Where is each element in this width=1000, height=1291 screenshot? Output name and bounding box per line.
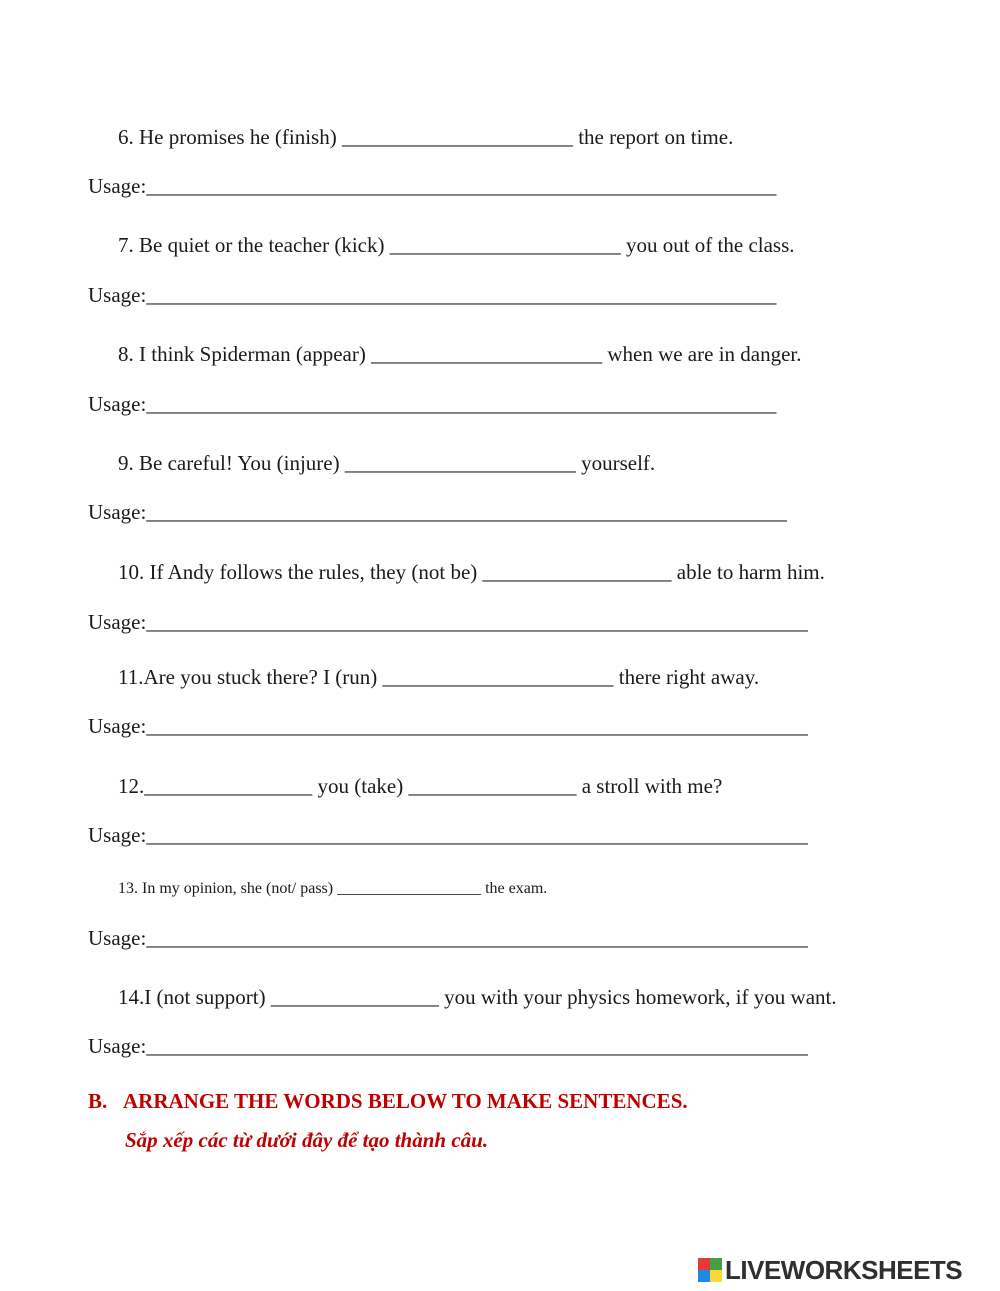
question-12: 12.________________ you (take) ________________ a stroll with me? xyxy=(118,774,723,798)
usage-14[interactable]: Usage:_______________________________________________________________ xyxy=(88,1034,808,1058)
logo-block-blue xyxy=(698,1270,710,1282)
section-b-letter: B. xyxy=(88,1089,108,1113)
logo-block-red xyxy=(698,1258,710,1270)
usage-10[interactable]: Usage:_______________________________________________________________ xyxy=(88,610,808,634)
logo-block-yellow xyxy=(710,1270,722,1282)
logo-text: LIVEWORKSHEETS xyxy=(725,1254,963,1285)
question-7: 7. Be quiet or the teacher (kick) ______________________ you out of the class. xyxy=(118,233,795,257)
section-b-subtitle: Sắp xếp các từ dưới đây để tạo thành câu. xyxy=(125,1128,489,1152)
question-14: 14.I (not support) ________________ you with your physics homework, if you want. xyxy=(118,985,837,1009)
question-13: 13. In my opinion, she (not/ pass) __________________ the exam. xyxy=(118,880,548,897)
usage-12[interactable]: Usage:_______________________________________________________________ xyxy=(88,823,808,847)
usage-11[interactable]: Usage:_______________________________________________________________ xyxy=(88,714,808,738)
usage-8[interactable]: Usage:____________________________________________________________ xyxy=(88,392,777,416)
section-b-title: ARRANGE THE WORDS BELOW TO MAKE SENTENCES. xyxy=(123,1089,688,1113)
logo-blocks-icon xyxy=(698,1258,722,1282)
usage-7[interactable]: Usage:____________________________________________________________ xyxy=(88,283,777,307)
logo-block-green xyxy=(710,1258,722,1270)
question-10: 10. If Andy follows the rules, they (not be) __________________ able to harm him. xyxy=(118,560,825,584)
liveworksheets-logo[interactable] xyxy=(698,1255,962,1285)
usage-9[interactable]: Usage:_____________________________________________________________ xyxy=(88,500,787,524)
section-b-heading xyxy=(88,1089,688,1114)
question-8: 8. I think Spiderman (appear) ______________________ when we are in danger. xyxy=(118,342,802,366)
usage-6[interactable]: Usage:____________________________________________________________ xyxy=(88,174,777,198)
question-11: 11.Are you stuck there? I (run) ______________________ there right away. xyxy=(118,665,760,689)
usage-13[interactable]: Usage:_______________________________________________________________ xyxy=(88,926,808,950)
question-9: 9. Be careful! You (injure) ______________________ yourself. xyxy=(118,451,656,475)
question-6: 6. He promises he (finish) ______________________ the report on time. xyxy=(118,125,734,149)
